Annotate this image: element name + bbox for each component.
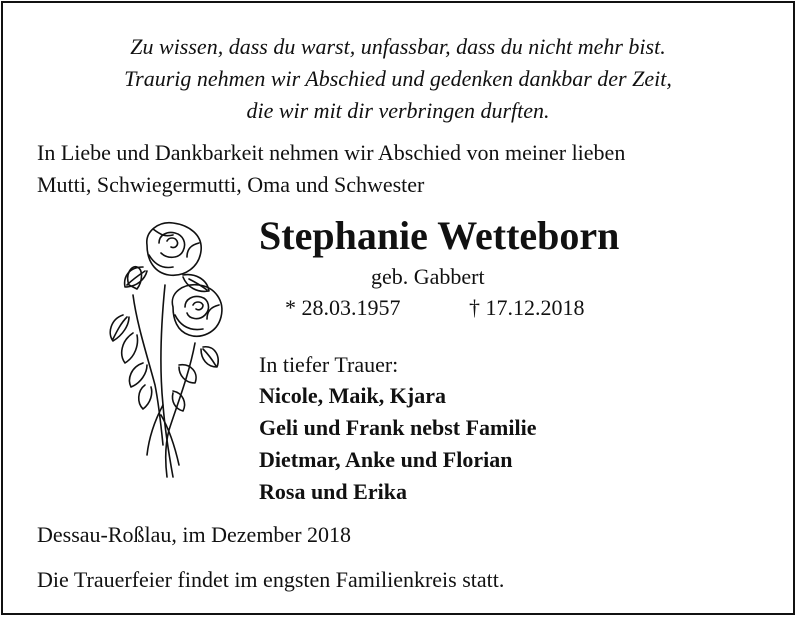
list-item: Dietmar, Anke und Florian — [259, 447, 513, 472]
rose-bouquet-icon — [103, 215, 227, 479]
list-item: Geli und Frank nebst Familie — [259, 415, 537, 440]
death-date: † 17.12.2018 — [469, 295, 585, 320]
list-item: Rosa und Erika — [259, 479, 407, 504]
service-note: Die Trauerfeier findet im engsten Familienkreis statt. — [37, 567, 505, 592]
place-date: Dessau-Roßlau, im Dezember 2018 — [37, 522, 352, 547]
verse-line: Zu wissen, dass du warst, unfassbar, dass du nicht mehr bist. — [130, 34, 666, 59]
memorial-verse — [3, 31, 793, 127]
obituary-card — [1, 1, 795, 615]
deceased-name: Stephanie Wetteborn — [259, 213, 620, 258]
mourners-label: In tiefer Trauer: — [259, 352, 399, 377]
birth-date: * 28.03.1957 — [285, 295, 401, 320]
intro-line: In Liebe und Dankbarkeit nehmen wir Abschied von meiner lieben — [37, 140, 626, 165]
intro-text — [37, 137, 777, 201]
verse-line: Traurig nehmen wir Abschied und gedenken dankbar der Zeit, — [124, 66, 672, 91]
verse-line: die wir mit dir verbringen durften. — [246, 98, 550, 123]
intro-line: Mutti, Schwiegermutti, Oma und Schwester — [37, 172, 425, 197]
birth-name: geb. Gabbert — [371, 264, 485, 289]
list-item: Nicole, Maik, Kjara — [259, 383, 446, 408]
mourners-list — [259, 380, 536, 508]
